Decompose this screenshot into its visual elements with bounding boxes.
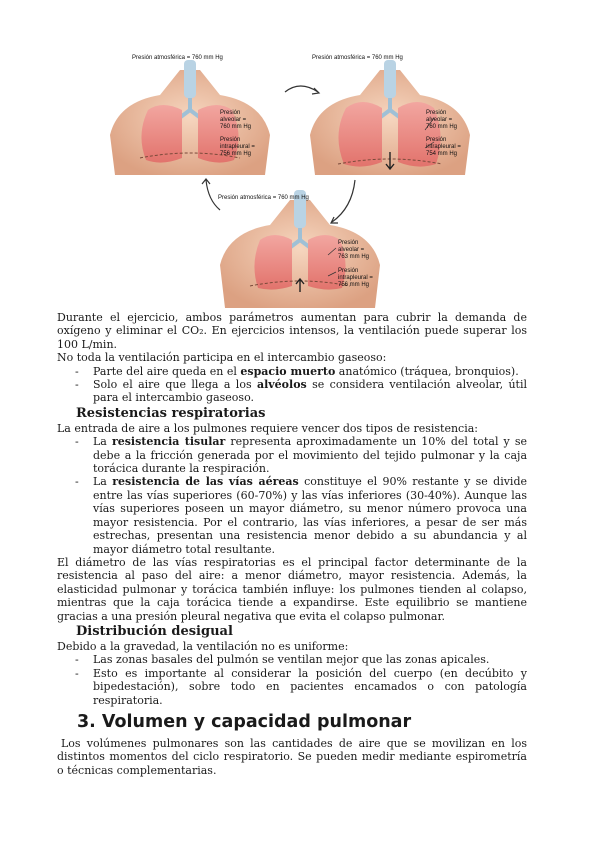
paragraph: Los volúmenes pulmonares son las cantidades de aire que se movilizan en los distintos momentos del ciclo respiratorio. Se pueden medir mediante espirometría o técnicas complementarias. xyxy=(57,736,527,777)
list-item: - Solo el aire que llega a los alvéolos se considera ventilación alveolar, útil para el intercambio gaseoso. xyxy=(75,378,527,405)
chapter-heading: 3. Volumen y capacidad pulmonar xyxy=(77,711,412,732)
paragraph: La entrada de aire a los pulmones requiere vencer dos tipos de resistencia: xyxy=(57,421,478,435)
paragraph: El diámetro de las vías respiratorias es el principal factor determinante de la resistencia al paso del aire: a menor diámetro, mayor resistencia. Además, la elasticidad pulmonar y torácica también influye: los pulmones tienden al colapso, mientras que la caja torácica tiende a expandirse. Este equilibrio se mantiene gracias a una presión pleural negativa que evita el colapso pulmonar. xyxy=(57,555,527,623)
respiration-pressure-figure xyxy=(100,40,500,310)
alveolar-pressure-label-2: Presión alveolar = 760 mm Hg xyxy=(426,110,458,130)
intrapleural-pressure-label-3: Presión intrapleural = 756 mm Hg xyxy=(338,268,373,288)
alveolar-pressure-label-3: Presión alveolar = 763 mm Hg xyxy=(338,240,370,260)
arrow-2-icon xyxy=(332,180,355,222)
alveolar-pressure-label-1: Presión alveolar = 760 mm Hg xyxy=(220,110,252,130)
atm-pressure-label-3: Presión atmosférica = 760 mm Hg xyxy=(218,195,309,201)
arrow-1-icon xyxy=(285,86,318,92)
intrapleural-pressure-label-1: Presión intrapleural = 756 mm Hg xyxy=(220,137,255,157)
document-body xyxy=(57,311,527,777)
list-item: - La resistencia tisular representa aproximadamente un 10% del total y se debe a la fricción generada por el movimiento del tejido pulmonar y la caja torácica durante la respiración. xyxy=(75,435,527,476)
list-item: - La resistencia de las vías aéreas constituye el 90% restante y se divide entre las vías superiores (60-70%) y las vías inferiores (30-40%). Aunque las vías superiores poseen un mayor diámetro, su menor número provoca una mayor resistencia. Por el contrario, las vías inferiores, a pesar de ser más estrechas, presentan una resistencia menor debido a su abundancia y al mayor diámetro total resultante. xyxy=(75,475,527,556)
intrapleural-pressure-label-2: Presión intrapleural = 754 mm Hg xyxy=(426,137,461,157)
paragraph: No toda la ventilación participa en el intercambio gaseoso: xyxy=(57,351,387,365)
section-heading: Resistencias respiratorias xyxy=(76,405,266,421)
section-heading: Distribución desigual xyxy=(76,623,233,639)
list-item: - Las zonas basales del pulmón se ventilan mejor que las zonas apicales. xyxy=(75,653,490,667)
list-item: - Parte del aire queda en el espacio muerto anatómico (tráquea, bronquios). xyxy=(75,364,519,378)
paragraph: Debido a la gravedad, la ventilación no es uniforme: xyxy=(57,639,349,653)
torso-illustrations xyxy=(100,40,500,310)
paragraph: Durante el ejercicio, ambos parámetros aumentan para cubrir la demanda de oxígeno y eliminar el CO₂. En ejercicios intensos, la ventilación puede superar los 100 L/min. xyxy=(57,311,527,351)
list-item: - Esto es importante al considerar la posición del cuerpo (en decúbito y bipedestación), sobre todo en pacientes encamados o con patología respiratoria. xyxy=(75,666,527,707)
atm-pressure-label-1: Presión atmosférica = 760 mm Hg xyxy=(132,55,223,61)
atm-pressure-label-2: Presión atmosférica = 760 mm Hg xyxy=(312,55,403,61)
